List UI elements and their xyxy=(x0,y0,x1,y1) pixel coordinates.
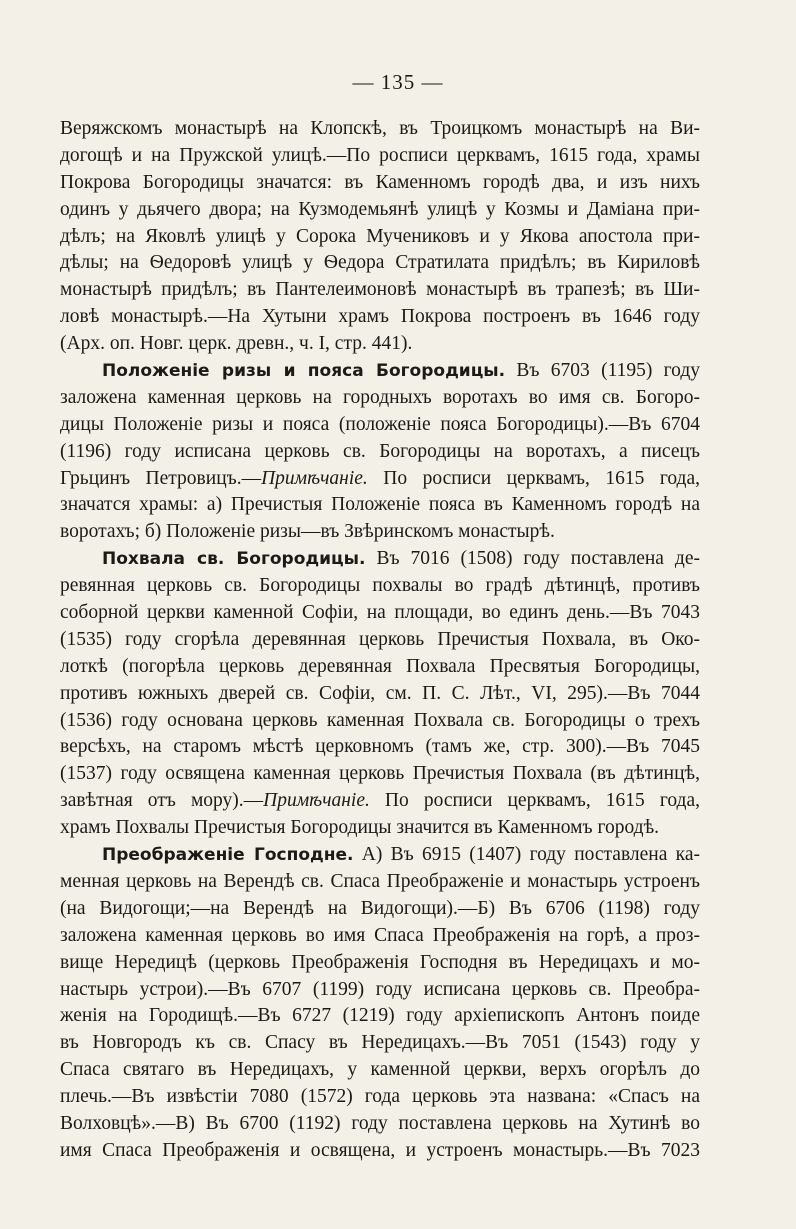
text-line xyxy=(60,950,700,977)
italic-note: Примѣчаніе. xyxy=(263,790,370,812)
text-line xyxy=(60,869,700,896)
line-text: (на Видогощи;—на Верендѣ на Видогощи).—Б) Въ 6706 (1198) году xyxy=(60,897,700,919)
text-line xyxy=(60,842,700,869)
text-line xyxy=(60,250,700,277)
line-text: Въ 7016 (1508) году поставлена де- xyxy=(365,548,700,570)
text-line xyxy=(60,224,700,251)
section-heading: Преображеніе Господне. xyxy=(102,845,354,866)
line-text: одинъ у дьячего двора; на Кузмодемьянѣ улицѣ у Козмы и Даміана при- xyxy=(60,198,700,220)
line-text: ревянная церковь св. Богородицы похвалы во градѣ дѣтинцѣ, противъ xyxy=(60,575,700,597)
text-line xyxy=(60,519,700,546)
text-line xyxy=(60,627,700,654)
text-line xyxy=(60,681,700,708)
line-text: (1196) году исписана церковь св. Богородицы на воротахъ, а писецъ xyxy=(60,440,700,462)
line-text: ловѣ монастырѣ.—На Хутыни храмъ Покрова построенъ въ 1646 году xyxy=(60,306,700,328)
line-text: завѣтная отъ мору).— xyxy=(60,790,264,812)
line-text: дѣлъ; на Яковлѣ улицѣ у Сорока Мучениковъ и у Якова апостола при- xyxy=(60,225,700,247)
line-text: Покрова Богородицы значатся: въ Каменномъ городѣ два, и изъ нихъ xyxy=(60,171,700,193)
text-line xyxy=(60,573,700,600)
line-text: вище Нередицѣ (церковь Преображенія Господня въ Нередицахъ и мо- xyxy=(60,951,700,973)
line-text: догощѣ и на Пружской улицѣ.—По росписи церквамъ, 1615 года, храмы xyxy=(60,144,700,166)
line-text: версѣхъ, на старомъ мѣстѣ церковномъ (тамъ же, стр. 300).—Въ 7045 xyxy=(60,736,700,758)
text-line xyxy=(60,1111,700,1138)
paragraph xyxy=(60,546,700,842)
line-text: въ Новгородъ къ св. Спасу въ Нередицахъ.—Въ 7051 (1543) году у xyxy=(60,1032,700,1054)
line-text-tail: По росписи церквамъ, 1615 года, xyxy=(367,467,700,489)
text-line xyxy=(60,304,700,331)
line-text: Волховцѣ».—В) Въ 6700 (1192) году поставлена церковь на Хутинѣ во xyxy=(60,1112,700,1134)
text-line xyxy=(60,734,700,761)
text-line xyxy=(60,1138,700,1165)
line-text: дѣлы; на Ѳедоровѣ улицѣ у Ѳедора Стратилата придѣлъ; въ Кириловѣ xyxy=(60,252,700,274)
line-text: воротахъ; б) Положеніе ризы—въ Звѣринскомъ монастырѣ. xyxy=(60,521,555,543)
line-text: монастырѣ придѣлъ; въ Пантелеимоновѣ монастырѣ въ трапезѣ; въ Ши- xyxy=(60,279,700,301)
text-line xyxy=(60,116,700,143)
text-line xyxy=(60,1003,700,1030)
text-line xyxy=(60,466,700,493)
paragraph xyxy=(60,358,700,546)
text-line xyxy=(60,1084,700,1111)
line-text: женія на Городищѣ.—Въ 6727 (1219) году архіепископъ Антонъ поиде xyxy=(60,1005,700,1027)
body-text xyxy=(60,116,700,1165)
line-text: плечь.—Въ извѣстіи 7080 (1572) года церковь эта названа: «Спасъ на xyxy=(60,1086,700,1108)
line-text: дицы Положеніе ризы и пояса (положеніе пояса Богородицы).—Въ 6704 xyxy=(60,413,700,435)
text-line xyxy=(60,197,700,224)
line-text: лоткѣ (погорѣла церковь деревянная Похвала Пресвятыя Богородицы, xyxy=(60,655,700,677)
paragraph xyxy=(60,842,700,1165)
line-text: соборной церкви каменной Софіи, на площади, во единъ день.—Въ 7043 xyxy=(60,602,700,624)
line-text: Грьцинъ Петровицъ.— xyxy=(60,467,262,489)
text-line xyxy=(60,412,700,439)
line-text: заложена каменная церковь на городныхъ воротахъ во имя св. Богоро- xyxy=(60,386,700,408)
line-text: (1536) году основана церковь каменная Похвала св. Богородицы о трехъ xyxy=(60,709,700,731)
text-line xyxy=(60,977,700,1004)
text-line xyxy=(60,546,700,573)
text-line xyxy=(60,492,700,519)
text-line xyxy=(60,815,700,842)
text-line xyxy=(60,439,700,466)
text-line xyxy=(60,708,700,735)
line-text: (1535) году сгорѣла деревянная церковь Пречистыя Похвала, въ Око- xyxy=(60,628,700,650)
text-line xyxy=(60,600,700,627)
line-text: Спаса святаго въ Нередицахъ, у каменной церкви, верхъ огорѣлъ до xyxy=(60,1059,700,1081)
text-line xyxy=(60,143,700,170)
line-text: храмъ Похвалы Пречистыя Богородицы значится въ Каменномъ городѣ. xyxy=(60,817,660,839)
text-line xyxy=(60,896,700,923)
text-line xyxy=(60,170,700,197)
line-text: противъ южныхъ дверей св. Софіи, см. П. С. Лѣт., VI, 295).—Въ 7044 xyxy=(60,682,700,704)
line-text: А) Въ 6915 (1407) году поставлена ка- xyxy=(353,844,700,866)
line-text-tail: По росписи церквамъ, 1615 года, xyxy=(369,790,700,812)
line-text: настырь устрои).—Въ 6707 (1199) году исписана церковь св. Преобра- xyxy=(60,978,700,1000)
page-number: — 135 — xyxy=(352,70,444,94)
line-text: Въ 6703 (1195) году xyxy=(505,360,700,382)
text-line xyxy=(60,1030,700,1057)
line-text: имя Спаса Преображенія и освящена, и устроенъ монастырь.—Въ 7023 xyxy=(60,1139,700,1161)
text-line xyxy=(60,358,700,385)
text-line xyxy=(60,654,700,681)
line-text: Веряжскомъ монастырѣ на Клопскѣ, въ Троицкомъ монастырѣ на Ви- xyxy=(60,118,700,139)
line-text: менная церковь на Верендѣ св. Спаса Преображеніе и монастырь устроенъ xyxy=(60,870,700,892)
section-heading: Положеніе ризы и пояса Богородицы. xyxy=(102,361,506,382)
paragraph xyxy=(60,116,700,358)
text-line xyxy=(60,331,700,358)
italic-note: Примѣчаніе. xyxy=(261,467,368,489)
text-line xyxy=(60,277,700,304)
text-line xyxy=(60,385,700,412)
text-line xyxy=(60,788,700,815)
line-text: значатся храмы: а) Пречистыя Положеніе пояса въ Каменномъ городѣ на xyxy=(60,494,700,516)
text-line xyxy=(60,1057,700,1084)
line-text: заложена каменная церковь во имя Спаса Преображенія на горѣ, а проз- xyxy=(60,924,700,946)
line-text: (1537) году освящена каменная церковь Пречистыя Похвала (въ дѣтинцѣ, xyxy=(60,763,700,785)
section-heading: Похвала св. Богородицы. xyxy=(102,549,366,570)
text-line xyxy=(60,923,700,950)
line-text: (Арх. оп. Новг. церк. древн., ч. I, стр. 441). xyxy=(60,333,413,355)
text-line xyxy=(60,761,700,788)
